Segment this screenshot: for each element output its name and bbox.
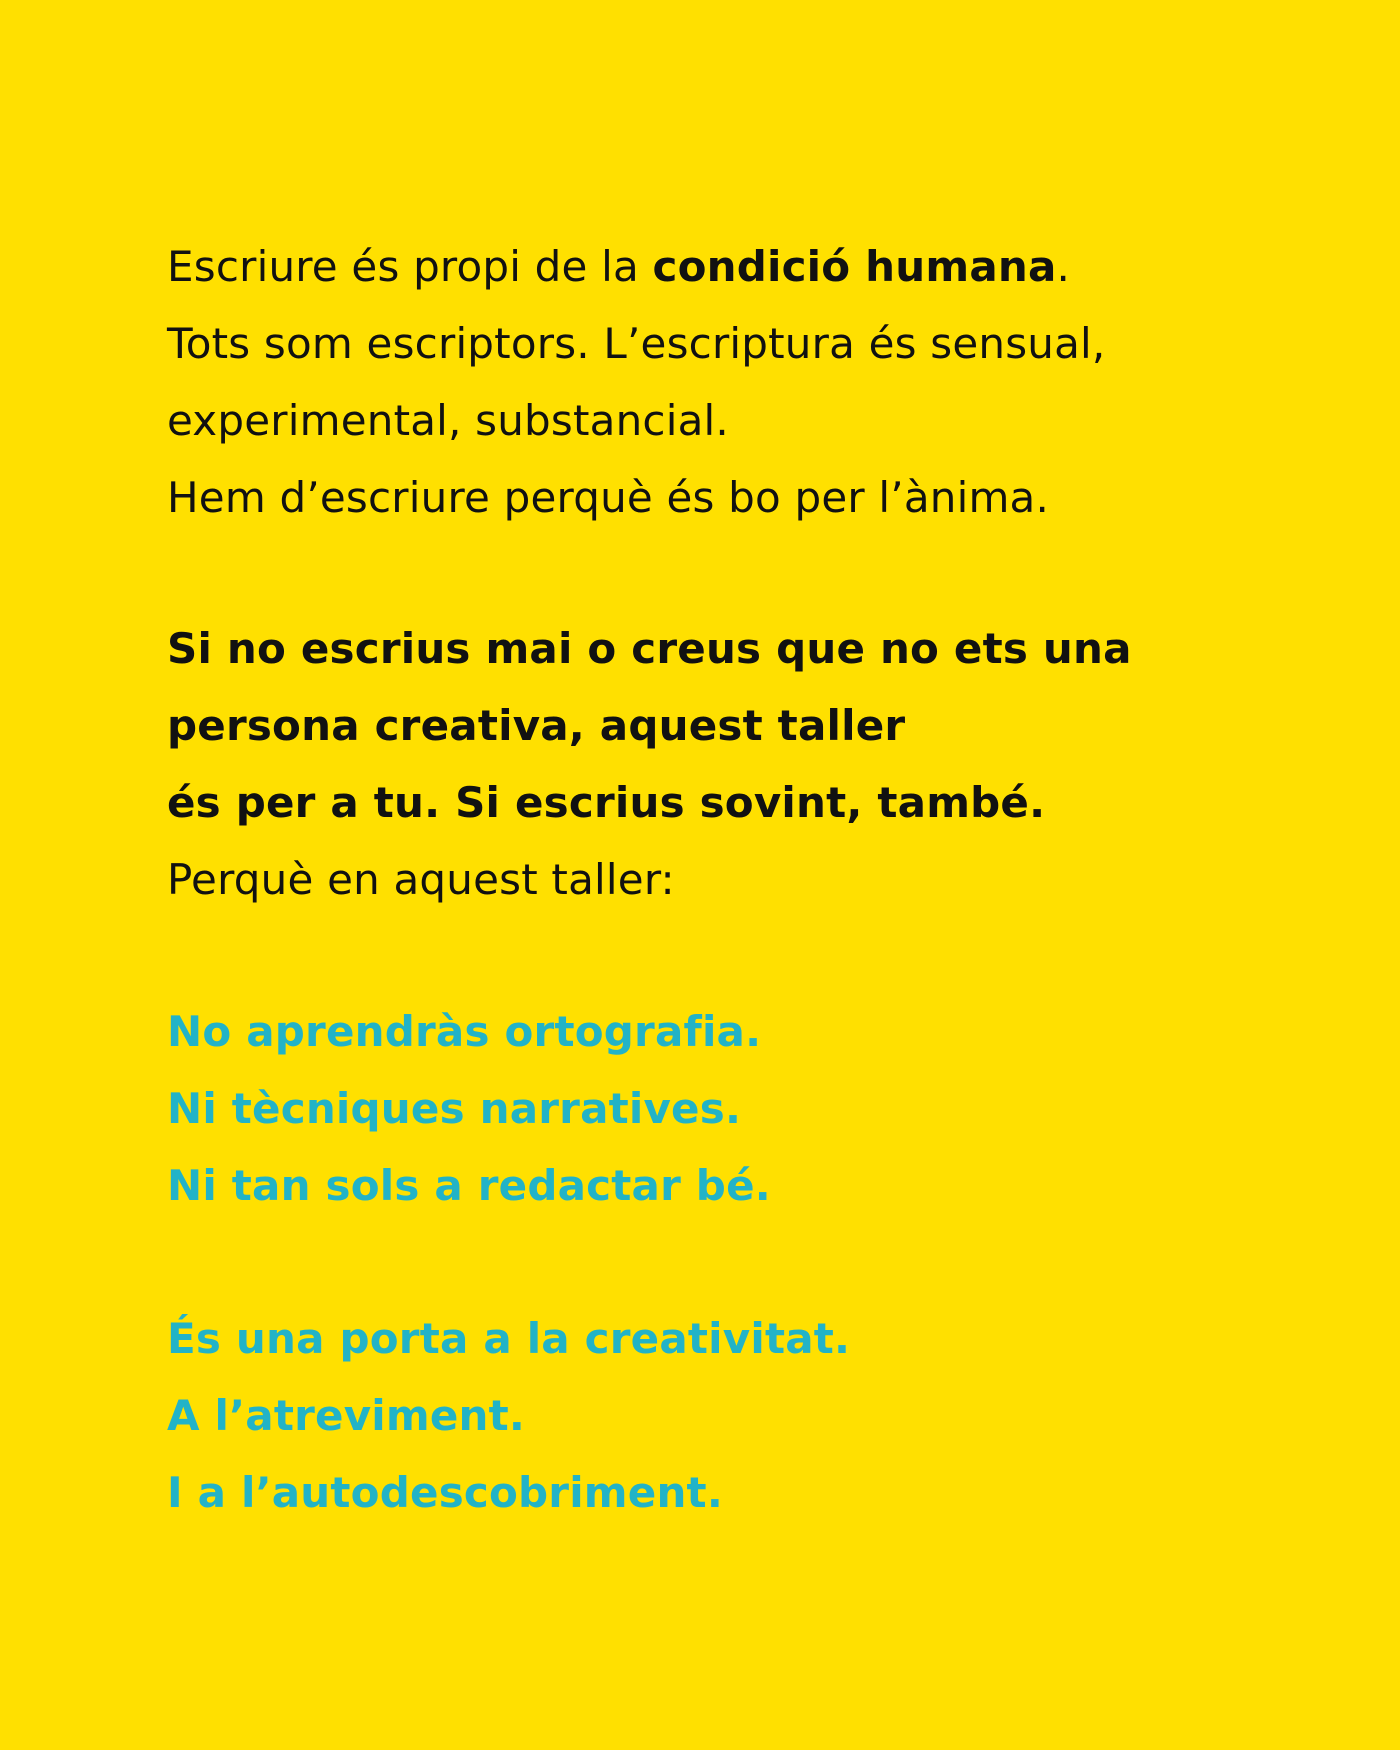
invite-line-4: Perquè en aquest taller: — [167, 855, 675, 904]
invite-line-1: Si no escrius mai o creus que no ets una — [167, 624, 1132, 673]
affirmations-paragraph — [167, 1300, 1287, 1531]
negation-line-2: Ni tècniques narratives. — [167, 1084, 742, 1133]
invite-line-2: persona creativa, aquest taller — [167, 701, 906, 750]
negation-line-3: Ni tan sols a redactar bé. — [167, 1161, 771, 1210]
intro-line-3: experimental, substancial. — [167, 396, 729, 445]
intro-line-1 — [167, 228, 1287, 305]
intro-line-4: Hem d’escriure perquè és bo per l’ànima. — [167, 473, 1050, 522]
invite-line-3: és per a tu. Si escrius sovint, també. — [167, 778, 1046, 827]
affirmation-line-2: A l’atreviment. — [167, 1391, 526, 1440]
intro-line-2: Tots som escriptors. L’escriptura és sensual, — [167, 319, 1106, 368]
invite-paragraph — [167, 610, 1287, 918]
affirmation-line-1: És una porta a la creativitat. — [167, 1314, 851, 1363]
intro-line-1-suffix: . — [1056, 242, 1071, 291]
intro-paragraph — [167, 228, 1287, 536]
negations-paragraph — [167, 993, 1287, 1224]
negation-line-1: No aprendràs ortografia. — [167, 1007, 762, 1056]
intro-line-1-prefix: Escriure és propi de la — [167, 242, 653, 291]
affirmation-line-3: I a l’autodescobriment. — [167, 1468, 723, 1517]
intro-highlight: condició humana — [652, 242, 1057, 291]
